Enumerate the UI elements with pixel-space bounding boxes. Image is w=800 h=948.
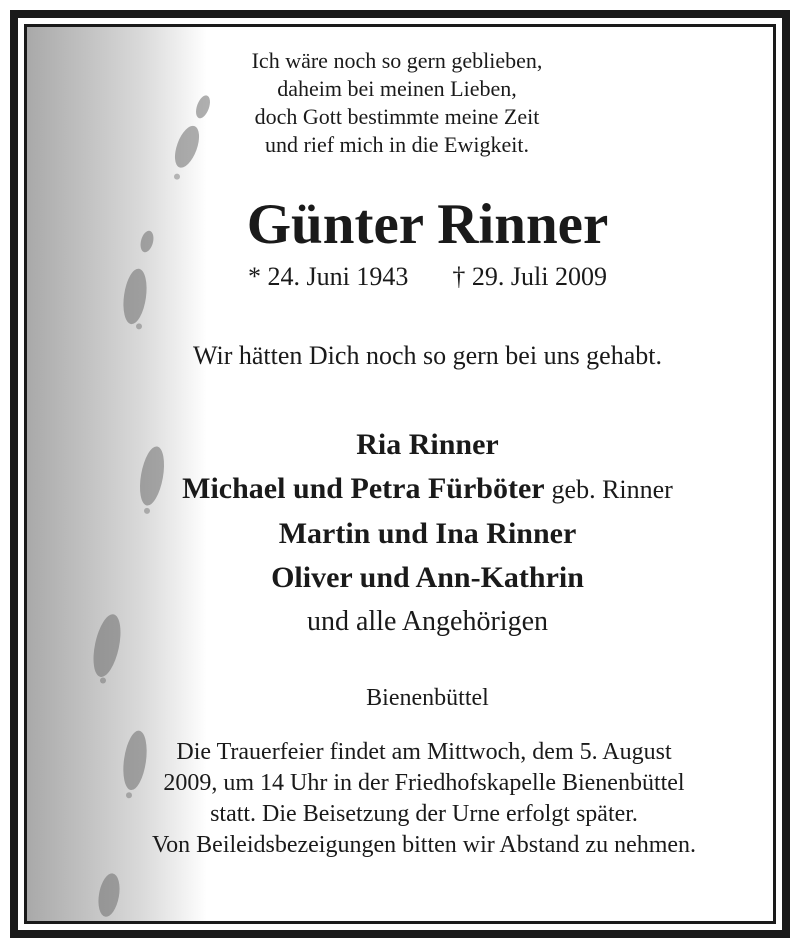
poem-line: und rief mich in die Ewigkeit. bbox=[265, 132, 529, 157]
family-signatures bbox=[27, 423, 773, 644]
farewell-line: Wir hätten Dich noch so gern bei uns gehabt. bbox=[193, 341, 662, 370]
family-member: Ria Rinner bbox=[356, 428, 499, 461]
poem-line: Ich wäre noch so gern geblieben, bbox=[251, 48, 543, 73]
family-member: Martin und Ina Rinner bbox=[278, 517, 577, 550]
notice-inner-margin bbox=[18, 18, 782, 930]
relatives-line: und alle Angehörigen bbox=[306, 606, 549, 637]
notice-content bbox=[27, 27, 773, 921]
service-info bbox=[27, 737, 773, 861]
deceased-name: Günter Rinner bbox=[246, 193, 609, 256]
place-name: Bienenbüttel bbox=[366, 685, 489, 711]
family-member-line bbox=[82, 467, 773, 512]
family-member: Oliver und Ann-Kathrin bbox=[271, 561, 584, 594]
service-line: 2009, um 14 Uhr in der Friedhofskapelle Bienenbüttel bbox=[163, 770, 685, 796]
poem-block bbox=[197, 47, 597, 159]
notice-outer-frame bbox=[10, 10, 790, 938]
service-line: Von Beileidsbezeigungen bitten wir Abstand zu nehmen. bbox=[151, 832, 697, 858]
death-date: † 29. Juli 2009 bbox=[452, 262, 607, 291]
service-line: statt. Die Beisetzung der Urne erfolgt später. bbox=[210, 801, 638, 827]
birth-date: * 24. Juni 1943 bbox=[248, 262, 409, 291]
family-member: Michael und Petra Fürböter bbox=[182, 472, 545, 505]
life-dates bbox=[27, 261, 773, 293]
notice-inner-border bbox=[24, 24, 776, 924]
maiden-name-note: geb. Rinner bbox=[551, 475, 673, 504]
poem-line: doch Gott bestimmte meine Zeit bbox=[254, 104, 540, 129]
poem-line: daheim bei meinen Lieben, bbox=[277, 76, 517, 101]
service-line: Die Trauerfeier findet am Mittwoch, dem 5. August bbox=[176, 739, 672, 765]
